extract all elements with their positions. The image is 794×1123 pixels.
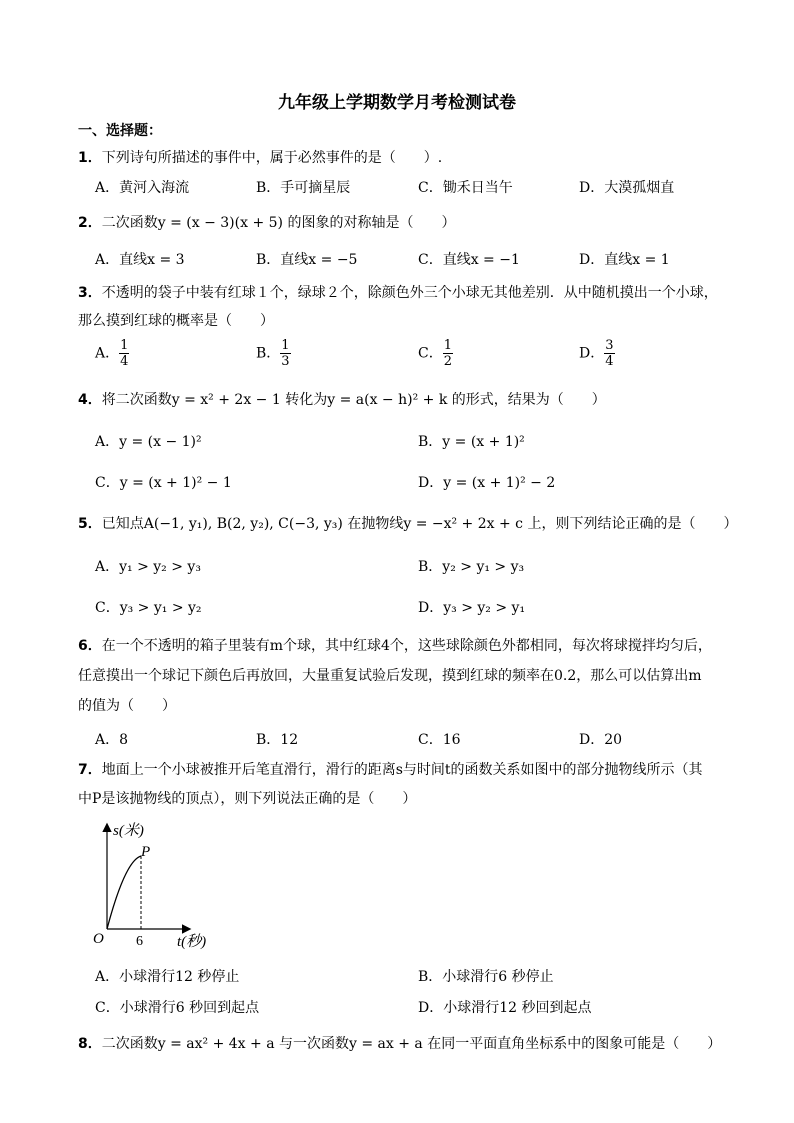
question-3-line-2: 那么摸到红球的概率是（ ）: [78, 313, 274, 329]
question-number: 2．: [78, 215, 102, 231]
option-a: A．直线x = 3: [95, 252, 185, 268]
fraction-numerator: 1: [443, 338, 452, 353]
option-d: [579, 338, 615, 369]
option-c: C．直线x = −1: [418, 252, 520, 268]
option-c: C．y₃ > y₁ > y₂: [95, 600, 202, 616]
question-7-line-2: 中P是该抛物线的顶点），则下列说法正确的是（ ）: [78, 791, 417, 807]
question-8: [78, 1033, 721, 1053]
question-text: 将二次函数y = x² + 2x − 1 转化为y = a(x − h)² + k 的形式，结果为（ ）: [101, 392, 606, 408]
tick-label: 6: [136, 934, 143, 949]
fraction: [280, 338, 290, 369]
question-number: 8．: [78, 1036, 102, 1052]
fraction-denominator: 4: [605, 354, 614, 369]
option-c: C．锄禾日当午: [418, 180, 513, 196]
option-a: A．8: [95, 732, 129, 748]
option-a: [95, 338, 129, 369]
question-text: 不透明的袋子中装有红球１个，绿球２个，除颜色外三个小球无其他差别．从中随机摸出一个小球，: [101, 285, 718, 301]
question-text: 下列诗句所描述的事件中，属于必然事件的是（ ）.: [101, 150, 443, 166]
motion-graph: [85, 815, 225, 955]
option-d: D．大漠孤烟直: [579, 180, 675, 196]
origin-label: O: [93, 931, 104, 947]
question-6: [78, 635, 712, 655]
fraction-denominator: 4: [120, 354, 129, 369]
option-d: D．小球滑行12 秒回到起点: [418, 1000, 592, 1016]
option-a: A．y = (x − 1)²: [95, 434, 202, 450]
option-c: C．y = (x + 1)² − 1: [95, 475, 232, 491]
option-c: C．小球滑行6 秒回到起点: [95, 1000, 260, 1016]
fraction-denominator: 3: [281, 354, 290, 369]
option-d: D．y = (x + 1)² − 2: [418, 475, 556, 491]
question-5: [78, 513, 737, 533]
question-6-line-3: 的值为（ ）: [78, 698, 176, 714]
page-title: 九年级上学期数学月考检测试卷: [278, 93, 516, 113]
option-c: C．16: [418, 732, 461, 748]
option-d: D．直线x = 1: [579, 252, 670, 268]
question-number: 7．: [78, 762, 102, 778]
option-b: B．小球滑行6 秒停止: [418, 969, 554, 985]
option-d: D．y₃ > y₂ > y₁: [418, 600, 526, 616]
x-axis-label: t(秒): [177, 934, 207, 950]
option-d: D．20: [579, 732, 623, 748]
fraction: [119, 338, 129, 369]
option-a: A．小球滑行12 秒停止: [95, 969, 240, 985]
option-b: B．y₂ > y₁ > y₃: [418, 559, 525, 575]
question-2: [78, 212, 455, 232]
question-4: [78, 389, 606, 409]
parabola-curve: [107, 856, 141, 929]
question-text: 二次函数y = ax² + 4x + a 与一次函数y = ax + a 在同一平面直角坐标系中的图象可能是（ ）: [101, 1036, 722, 1052]
option-label: C．: [418, 345, 443, 362]
option-b: B．y = (x + 1)²: [418, 434, 525, 450]
question-number: 4．: [78, 392, 102, 408]
question-number: 5．: [78, 516, 102, 532]
question-number: 1．: [78, 150, 102, 166]
option-b: B．直线x = −5: [256, 252, 358, 268]
question-6-line-2: 任意摸出一个球记下颜色后再放回，大量重复试验后发现，摸到红球的频率在0.2，那么可以估算出m: [78, 668, 702, 684]
section-heading: 一、选择题：: [78, 123, 162, 139]
question-text: 在一个不透明的箱子里装有m个球，其中红球4个，这些球除颜色外都相同，每次将球搅拌均匀后，: [101, 638, 712, 654]
fraction: [604, 338, 614, 369]
question-number: 3．: [78, 285, 102, 301]
fraction-numerator: 1: [281, 338, 290, 353]
option-c: [418, 338, 453, 369]
option-a: A．黄河入海流: [95, 180, 190, 196]
option-b: [256, 338, 291, 369]
option-label: B．: [256, 345, 281, 362]
question-text: 已知点A(−1, y₁), B(2, y₂), C(−3, y₃) 在抛物线y = −x² + 2x + c 上，则下列结论正确的是（ ）: [101, 516, 738, 532]
option-a: A．y₁ > y₂ > y₃: [95, 559, 201, 575]
fraction: [443, 338, 453, 369]
vertex-label: P: [141, 844, 151, 860]
fraction-numerator: 3: [605, 338, 614, 353]
question-1: [78, 147, 442, 167]
fraction-numerator: 1: [120, 338, 129, 353]
question-text: 二次函数y = (x − 3)(x + 5) 的图象的对称轴是（ ）: [101, 215, 456, 231]
option-b: B．手可摘星辰: [256, 180, 351, 196]
question-text: 地面上一个小球被推开后笔直滑行，滑行的距离s与时间t的函数关系如图中的部分抛物线所示（其: [101, 762, 703, 778]
y-axis-label: s(米): [113, 823, 144, 839]
question-3: [78, 282, 718, 302]
question-number: 6．: [78, 638, 102, 654]
question-7: [78, 759, 703, 779]
option-b: B．12: [256, 732, 299, 748]
option-label: A．: [95, 345, 120, 362]
fraction-denominator: 2: [443, 354, 452, 369]
option-label: D．: [579, 345, 605, 362]
